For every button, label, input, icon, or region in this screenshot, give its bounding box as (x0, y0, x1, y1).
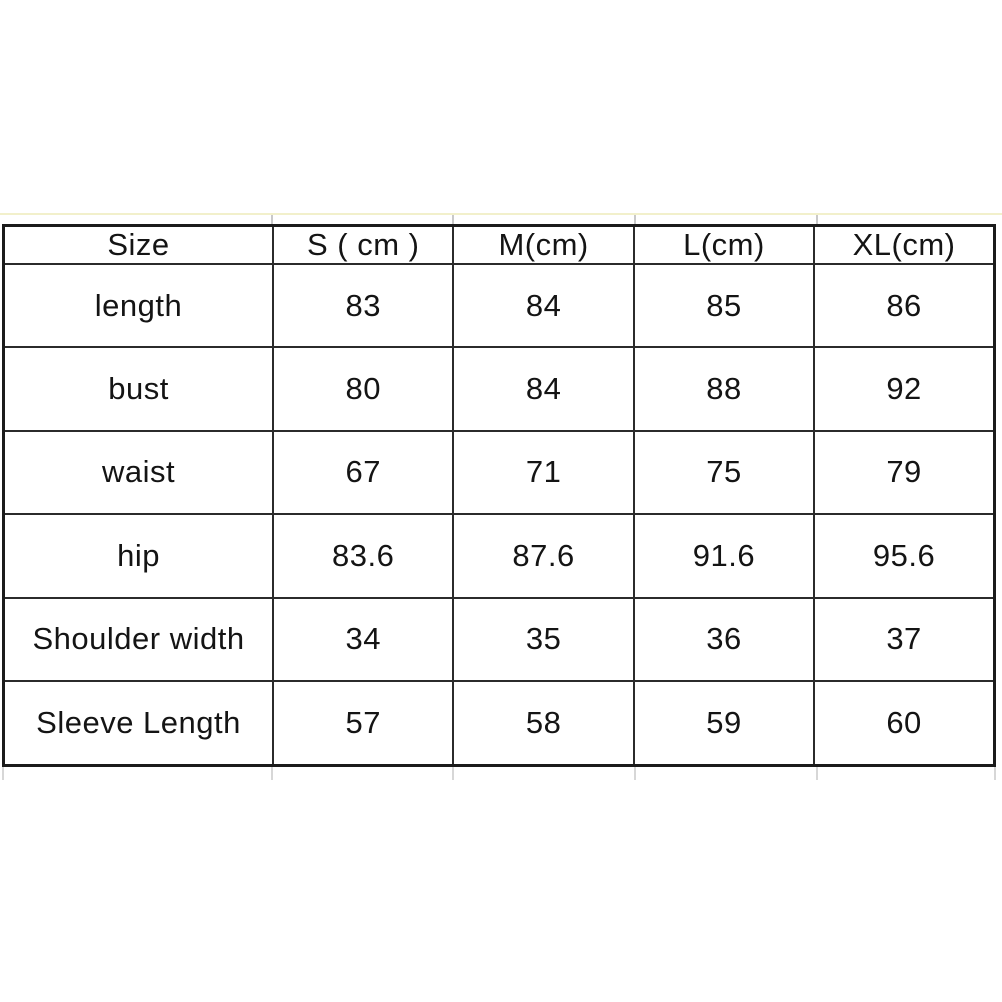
cell-value: 87.6 (453, 514, 633, 597)
row-label: bust (4, 347, 274, 430)
row-label: Sleeve Length (4, 681, 274, 766)
table-row-length (4, 264, 995, 347)
table-row-hip (4, 514, 995, 597)
column-header-size: Size (4, 226, 274, 265)
table-row-sleeve-length (4, 681, 995, 766)
row-label: hip (4, 514, 274, 597)
grid-remnant-tick (452, 766, 454, 780)
cell-value: 57 (273, 681, 453, 766)
row-label: waist (4, 431, 274, 514)
grid-remnant-tick (452, 215, 454, 224)
cell-value: 67 (273, 431, 453, 514)
cell-value: 59 (634, 681, 814, 766)
column-header-m: M(cm) (453, 226, 633, 265)
grid-remnant-tick (634, 766, 636, 780)
cell-value: 79 (814, 431, 994, 514)
grid-remnant-tick (994, 766, 996, 780)
table-row-waist (4, 431, 995, 514)
cell-value: 35 (453, 598, 633, 681)
cell-value: 37 (814, 598, 994, 681)
size-chart-table (2, 224, 996, 767)
cell-value: 71 (453, 431, 633, 514)
grid-remnant-tick (634, 215, 636, 224)
cell-value: 36 (634, 598, 814, 681)
header-row (4, 226, 995, 265)
cell-value: 83.6 (273, 514, 453, 597)
grid-remnant-tick (2, 766, 4, 780)
column-header-l: L(cm) (634, 226, 814, 265)
column-header-xl: XL(cm) (814, 226, 994, 265)
grid-remnant-tick (271, 766, 273, 780)
cell-value: 34 (273, 598, 453, 681)
row-label: length (4, 264, 274, 347)
cell-value: 85 (634, 264, 814, 347)
column-header-s: S ( cm ) (273, 226, 453, 265)
grid-remnant-tick (271, 215, 273, 224)
cell-value: 92 (814, 347, 994, 430)
table-row-shoulder-width (4, 598, 995, 681)
cell-value: 80 (273, 347, 453, 430)
row-label: Shoulder width (4, 598, 274, 681)
cell-value: 95.6 (814, 514, 994, 597)
table-row-bust (4, 347, 995, 430)
cell-value: 58 (453, 681, 633, 766)
cell-value: 86 (814, 264, 994, 347)
cell-value: 91.6 (634, 514, 814, 597)
cell-value: 60 (814, 681, 994, 766)
cell-value: 84 (453, 347, 633, 430)
cell-value: 75 (634, 431, 814, 514)
cell-value: 88 (634, 347, 814, 430)
cell-value: 83 (273, 264, 453, 347)
grid-remnant-tick (816, 215, 818, 224)
grid-remnant-tick (816, 766, 818, 780)
cell-value: 84 (453, 264, 633, 347)
spreadsheet-remnant-line (0, 213, 1002, 215)
